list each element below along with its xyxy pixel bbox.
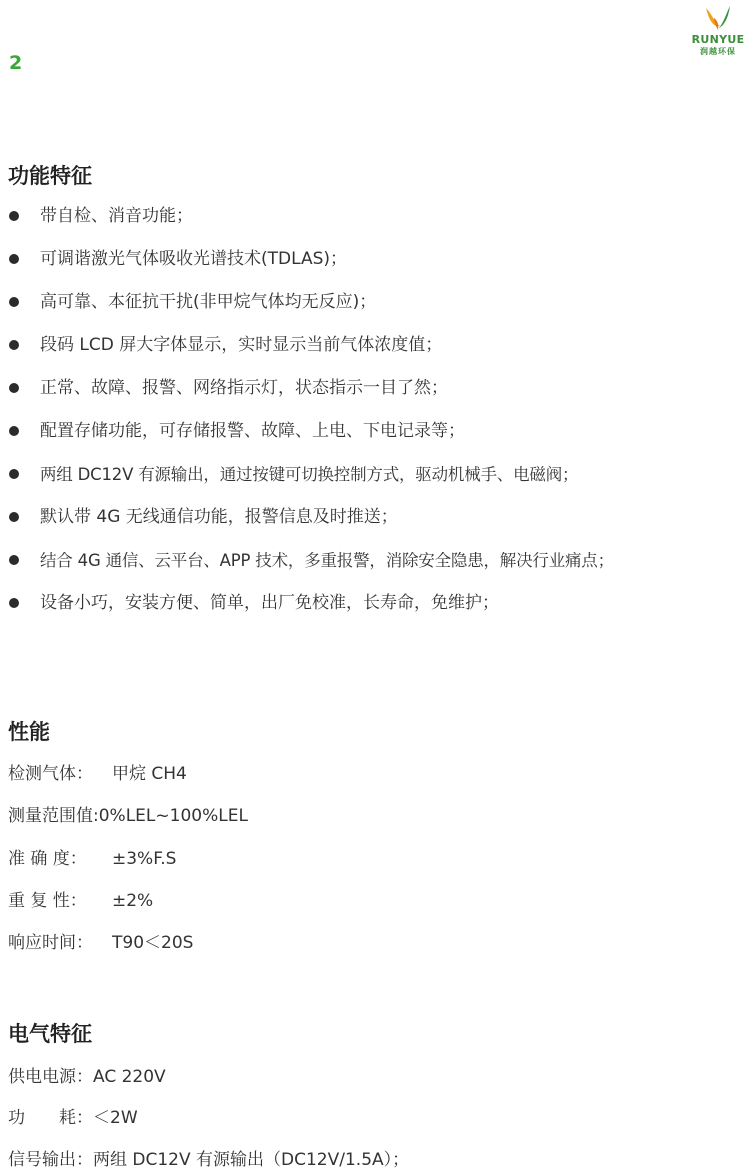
bullet-icon — [9, 426, 19, 436]
bullet-icon — [9, 211, 19, 221]
spec-row-power-consumption — [8, 1106, 138, 1130]
bullet-icon — [9, 254, 19, 264]
spec-row-power-supply — [8, 1065, 166, 1089]
electrical-heading: 电气特征 — [8, 1022, 92, 1046]
spec-label: 信号输出： — [8, 1150, 93, 1170]
spec-row-repeatability — [8, 889, 153, 913]
spec-label: 重 复 性： — [8, 891, 87, 911]
features-heading: 功能特征 — [8, 164, 92, 188]
bullet-icon — [9, 469, 19, 479]
spec-label: 功 耗： — [8, 1108, 93, 1128]
spec-value: ±2% — [112, 891, 154, 911]
bullet-icon — [9, 598, 19, 608]
spec-value: ±3%F.S — [112, 849, 177, 869]
spec-value: T90＜20S — [112, 933, 194, 953]
spec-value: 0%LEL~100%LEL — [98, 806, 248, 826]
bullet-icon — [9, 297, 19, 307]
spec-label: 响应时间： — [8, 933, 93, 953]
spec-value: ＜2W — [93, 1108, 138, 1128]
logo-text-en: RUNYUE — [691, 33, 745, 46]
spec-label: 检测气体： — [8, 764, 93, 784]
spec-row-gas — [8, 762, 187, 786]
spec-row-signal-output — [8, 1148, 409, 1172]
spec-row-response-time — [8, 931, 193, 955]
spec-value: 两组 DC12V 有源输出（DC12V/1.5A）； — [93, 1150, 410, 1170]
bullet-icon — [9, 512, 19, 522]
bullet-icon — [9, 555, 19, 565]
page-number: 2 — [9, 52, 23, 74]
company-logo — [690, 4, 746, 56]
spec-value: 甲烷 CH4 — [112, 764, 187, 784]
spec-label: 供电电源： — [8, 1067, 93, 1087]
spec-row-range — [8, 804, 248, 828]
logo-text-cn: 润越环保 — [700, 47, 736, 56]
spec-row-accuracy — [8, 847, 176, 871]
bullet-icon — [9, 383, 19, 393]
spec-label: 测量范围值: — [8, 806, 99, 826]
swallow-logo-icon — [702, 4, 734, 34]
spec-value: AC 220V — [93, 1067, 166, 1087]
spec-label: 准 确 度： — [8, 849, 87, 869]
performance-heading: 性能 — [8, 720, 50, 744]
bullet-icon — [9, 340, 19, 350]
